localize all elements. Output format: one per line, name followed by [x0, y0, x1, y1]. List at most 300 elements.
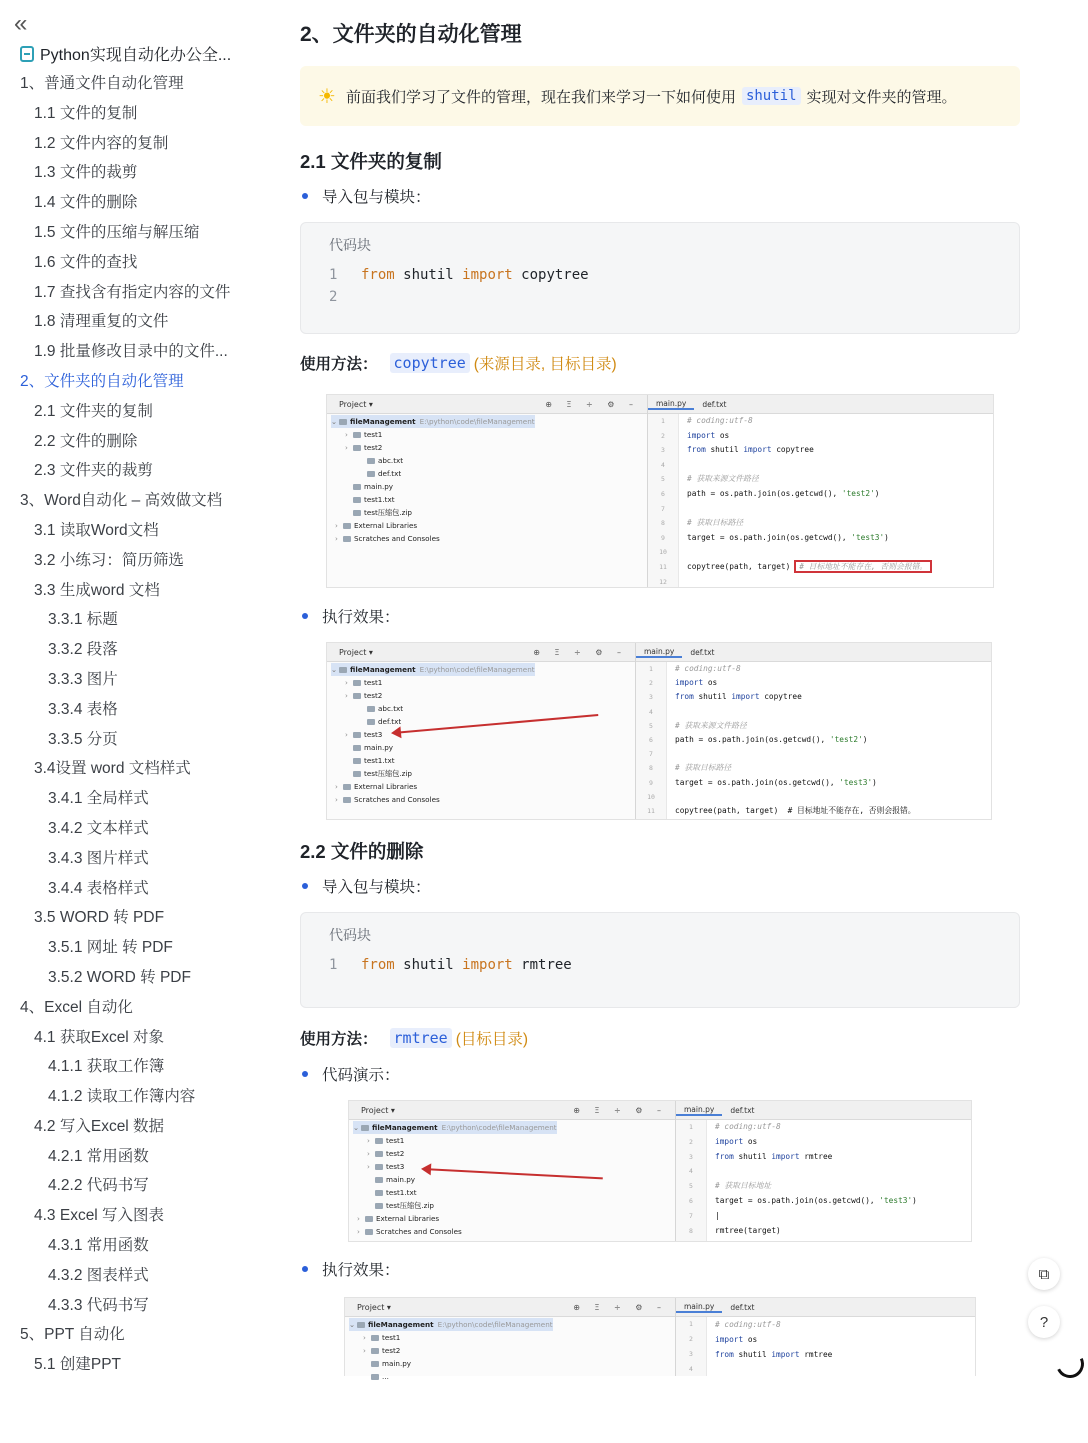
- toc-item[interactable]: 3.3.5 分页: [48, 730, 118, 748]
- help-icon[interactable]: [1028, 1306, 1060, 1338]
- ide-tree-item: [331, 793, 535, 806]
- toc-item[interactable]: 3.4设置 word 文档样式: [34, 760, 191, 778]
- ide-tree-item: [349, 1344, 553, 1357]
- bullet-import-2-1: [302, 185, 431, 207]
- ide-tree-item: [331, 702, 535, 715]
- line-number: 7: [649, 750, 653, 759]
- ide-project-label: Project ▾: [339, 647, 373, 657]
- toc-item[interactable]: 1.7 查找含有指定内容的文件: [34, 283, 231, 301]
- ide-code-line: import os: [675, 678, 718, 688]
- toc-item[interactable]: 1.2 文件内容的复制: [34, 134, 169, 152]
- section-heading-2-2: 2.2 文件的删除: [300, 841, 424, 862]
- folder-icon: [353, 680, 361, 686]
- ide-tree-item: [353, 1134, 557, 1147]
- ide-tree-label: test2: [364, 691, 383, 700]
- ide-code-line: [675, 790, 991, 804]
- ide-tree-item: [331, 454, 535, 467]
- toc-item[interactable]: 2.2 文件的删除: [34, 432, 138, 450]
- file-icon: [353, 745, 361, 751]
- page-title: 2、文件夹的自动化管理: [300, 23, 522, 46]
- file-icon: [353, 484, 361, 490]
- file-icon: [367, 458, 375, 464]
- tab-def-txt: def.txt: [730, 1302, 755, 1312]
- ide-code-line: # coding:utf-8: [675, 664, 741, 673]
- ide-tree-root: [331, 663, 535, 676]
- line-number: 6: [661, 489, 665, 498]
- line-number: 3: [661, 446, 665, 455]
- line-number: 1: [649, 665, 653, 673]
- chevron-right-icon: ›: [357, 1214, 360, 1223]
- ide-tree-label: test3: [386, 1162, 405, 1171]
- ide-project-pane: [327, 643, 636, 819]
- chevron-right-icon: ›: [345, 678, 348, 687]
- toc-item[interactable]: 4、Excel 自动化: [20, 998, 133, 1016]
- toc-item[interactable]: 3.5.1 网址 转 PDF: [48, 939, 173, 957]
- line-number: 3: [689, 1350, 693, 1358]
- tab-def-txt: def.txt: [690, 647, 715, 657]
- toc-item[interactable]: 1.3 文件的裁剪: [34, 164, 138, 182]
- toc-item[interactable]: 3.3.3 图片: [48, 670, 118, 688]
- ide-line-gutter: [676, 1120, 707, 1241]
- ide-tree-item: [331, 676, 535, 689]
- file-icon: [353, 497, 361, 503]
- code-block[interactable]: [300, 912, 1020, 1008]
- chevron-right-icon: ›: [335, 782, 338, 791]
- ide-tree-label: External Libraries: [354, 521, 418, 530]
- ide-root-name: fileManagement: [350, 665, 416, 674]
- ide-line-gutter: [636, 662, 667, 819]
- ide-tree-label: test压缩包.zip: [364, 508, 412, 517]
- ide-tree-label: test压缩包.zip: [364, 769, 412, 778]
- ide-tree-item: [353, 1225, 557, 1238]
- folder-icon: [353, 432, 361, 438]
- chevron-down-icon: ⌄: [331, 417, 338, 426]
- ide-project-label: Project ▾: [361, 1105, 395, 1115]
- line-number: 10: [647, 792, 655, 801]
- line-number: 4: [661, 460, 665, 469]
- toc-item[interactable]: 4.1 获取Excel 对象: [34, 1028, 165, 1046]
- code-line: 2: [329, 289, 338, 305]
- bullet-dot: [302, 1071, 308, 1077]
- line-number: 5: [661, 475, 665, 484]
- toc-item[interactable]: 3.3.4 表格: [48, 700, 118, 718]
- section-heading-2-1: 2.1 文件夹的复制: [300, 151, 442, 172]
- ide-code-line: from shutil import rmtree: [715, 1151, 833, 1161]
- ide-tree-item: [331, 532, 535, 545]
- ide-tree-item: [349, 1370, 553, 1383]
- chevron-right-icon: ›: [345, 443, 348, 452]
- line-number: 10: [659, 548, 667, 557]
- ide-toolbar-icons: ⊕ Ξ ÷ ⚙ –: [573, 1302, 667, 1312]
- toc-item[interactable]: 3、Word自动化 – 高效做文档: [20, 492, 223, 510]
- line-number: 8: [661, 519, 665, 528]
- bullet-dot: [302, 193, 308, 199]
- ide-file-tree: [349, 1318, 553, 1383]
- ide-code-line: [715, 1164, 971, 1179]
- ide-code-line: # 获取目标地址: [715, 1181, 772, 1191]
- ide-code-line: # coding:utf-8: [687, 416, 753, 425]
- ide-tree-label: test1.txt: [364, 495, 395, 504]
- document-icon: [20, 46, 34, 62]
- folder-icon: [375, 1138, 383, 1144]
- toc-item[interactable]: 1.6 文件的查找: [34, 253, 138, 271]
- ide-project-label: Project ▾: [339, 399, 373, 409]
- toc-item[interactable]: 4.2.2 代码书写: [48, 1177, 149, 1195]
- ide-code-line: import os: [715, 1335, 758, 1344]
- ide-editor-tabs: [676, 1101, 971, 1120]
- bullet-demo-2-2: [302, 1063, 400, 1085]
- bullet-dot: [302, 1266, 308, 1272]
- ide-tree-item: [331, 689, 535, 702]
- chevron-down-icon: ⌄: [353, 1123, 360, 1132]
- toc-item[interactable]: 4.3 Excel 写入图表: [34, 1207, 165, 1225]
- usage-args: (目标目录): [455, 1031, 529, 1048]
- ide-code-line: copytree(path, target) # 目标地址不能存在, 否则会报错。: [687, 560, 993, 575]
- toc-item[interactable]: 3.2 小练习：简历筛选: [34, 551, 184, 569]
- ide-project-pane: [345, 1298, 676, 1381]
- folder-icon: [357, 1322, 365, 1328]
- line-number: 5: [689, 1182, 693, 1191]
- ide-code-line: path = os.path.join(os.getcwd(), 'test2'): [675, 734, 868, 744]
- ide-tree-label: test1.txt: [364, 756, 395, 765]
- toc-item[interactable]: 1.9 批量修改目录中的文件...: [34, 343, 228, 361]
- ide-toolbar-icons: ⊕ Ξ ÷ ⚙ –: [533, 647, 627, 657]
- ide-code-editor: [715, 1120, 971, 1238]
- folder-icon: [375, 1151, 383, 1157]
- toc-item[interactable]: 2、文件夹的自动化管理: [20, 372, 184, 390]
- ide-tree-item: [331, 780, 535, 793]
- line-number: 4: [649, 707, 653, 716]
- line-number: 9: [649, 778, 653, 787]
- folder-icon: [365, 1229, 373, 1235]
- lightbulb-icon: ☀: [318, 85, 336, 108]
- usage-line-rmtree: [300, 1027, 528, 1049]
- ide-code-line: [687, 502, 993, 517]
- bullet-text: 导入包与模块：: [322, 879, 431, 896]
- ide-root-path: E:\python\code\fileManagement: [419, 417, 535, 426]
- document-title[interactable]: [20, 42, 231, 65]
- ide-code-line: # coding:utf-8: [715, 1320, 781, 1329]
- ide-tree-item: [331, 441, 535, 454]
- ide-code-line: import os: [715, 1136, 758, 1146]
- file-icon: [353, 771, 361, 777]
- ide-tree-item: [331, 741, 535, 754]
- ide-project-label: Project ▾: [357, 1302, 391, 1312]
- ide-code-editor: [675, 662, 991, 818]
- ide-file-tree: [331, 663, 535, 806]
- ide-screenshot-rmtree-result: [344, 1297, 976, 1381]
- toc-item[interactable]: 1.1 文件的复制: [34, 104, 138, 122]
- folder-icon: [343, 536, 351, 542]
- ide-tree-item: [353, 1199, 557, 1212]
- toc-item[interactable]: 2.1 文件夹的复制: [34, 402, 153, 420]
- ide-code-line: import os: [687, 430, 730, 440]
- chevron-right-icon: ›: [357, 1227, 360, 1236]
- ide-editor-tabs: [636, 643, 991, 662]
- code-block-label: 代码块: [329, 237, 371, 253]
- toc-item[interactable]: 2.3 文件夹的裁剪: [34, 462, 153, 480]
- ide-code-line: from shutil import rmtree: [715, 1350, 833, 1359]
- toc-item[interactable]: 3.4.4 表格样式: [48, 879, 149, 897]
- ide-tree-label: test2: [386, 1149, 405, 1158]
- ide-project-toolbar: [327, 395, 647, 414]
- ide-code-line: # 获取目标路径: [675, 763, 732, 773]
- line-number: 2: [649, 679, 653, 688]
- usage-code: copytree: [390, 353, 470, 373]
- toc-item[interactable]: 1.8 清理重复的文件: [34, 313, 169, 331]
- folder-icon: [353, 693, 361, 699]
- ide-code-editor: [687, 414, 993, 589]
- chevron-right-icon: ›: [367, 1136, 370, 1145]
- file-icon: [375, 1177, 383, 1183]
- line-number: 2: [661, 431, 665, 440]
- ide-tree-item: [331, 467, 535, 480]
- ide-code-line: rmtree(target): [715, 1225, 781, 1235]
- sidebar: [0, 0, 280, 1443]
- ide-code-line: |: [715, 1210, 720, 1220]
- usage-code: rmtree: [390, 1028, 452, 1048]
- ide-code-line: [715, 1362, 975, 1377]
- folder-icon: [361, 1125, 369, 1131]
- toc-item[interactable]: 3.4.1 全局样式: [48, 790, 149, 808]
- toc-item[interactable]: 3.3 生成word 文档: [34, 581, 160, 599]
- ide-tree-item: [331, 754, 535, 767]
- ide-toolbar-icons: ⊕ Ξ ÷ ⚙ –: [545, 399, 639, 409]
- ide-line-gutter: [676, 1317, 707, 1376]
- line-number: 2: [689, 1137, 693, 1146]
- toc-item[interactable]: 5、PPT 自动化: [20, 1326, 125, 1344]
- ide-toolbar-icons: ⊕ Ξ ÷ ⚙ –: [573, 1105, 667, 1115]
- line-number: 9: [661, 533, 665, 542]
- line-number: 4: [689, 1365, 693, 1373]
- toc-item[interactable]: 3.1 读取Word文档: [34, 521, 159, 539]
- tab-main-py: main.py: [648, 399, 694, 410]
- toc-item[interactable]: 3.4.3 图片样式: [48, 849, 149, 867]
- toc-item[interactable]: 4.3.1 常用函数: [48, 1237, 149, 1255]
- tab-main-py: main.py: [636, 647, 682, 658]
- line-number: 2: [689, 1335, 693, 1343]
- folder-icon: [343, 523, 351, 529]
- folder-icon: [343, 784, 351, 790]
- ide-tree-item: [353, 1186, 557, 1199]
- ide-project-toolbar: [349, 1101, 675, 1120]
- line-number: 5: [649, 721, 653, 730]
- ide-tree-root: [331, 415, 535, 428]
- ide-tree-label: test1: [386, 1136, 405, 1145]
- ide-code-line: target = os.path.join(os.getcwd(), 'test3'): [687, 532, 889, 542]
- ide-root-name: fileManagement: [368, 1320, 434, 1329]
- toc-item[interactable]: 3.3.2 段落: [48, 641, 118, 659]
- loading-spinner-icon: [1052, 1346, 1088, 1382]
- line-number: 6: [649, 735, 653, 744]
- line-number: 3: [689, 1152, 693, 1161]
- chevron-right-icon: ›: [367, 1162, 370, 1171]
- folder-icon: [375, 1164, 383, 1170]
- folder-icon: [339, 419, 347, 425]
- bullet-text: 导入包与模块：: [322, 189, 431, 206]
- ide-tree-label: External Libraries: [376, 1214, 440, 1223]
- ide-project-toolbar: [345, 1298, 675, 1317]
- line-number: 7: [689, 1211, 693, 1220]
- line-number: 8: [649, 764, 653, 773]
- ide-project-pane: [349, 1101, 676, 1241]
- bullet-result-2-1: [302, 605, 400, 627]
- chevron-right-icon: ›: [345, 430, 348, 439]
- ide-tree-item: [331, 493, 535, 506]
- chevron-right-icon: ›: [363, 1333, 366, 1342]
- line-number: 1: [689, 1123, 693, 1131]
- ide-tree-item: [331, 480, 535, 493]
- bullet-text: 执行效果：: [322, 1262, 400, 1279]
- ide-tree-label: test2: [382, 1346, 401, 1355]
- ide-tree-label: ...: [382, 1372, 389, 1381]
- folder-icon: [371, 1348, 379, 1354]
- toc-item[interactable]: 4.2 写入Excel 数据: [34, 1117, 165, 1135]
- ide-screenshot-copytree-result: [326, 642, 992, 820]
- ide-tree-item: [331, 506, 535, 519]
- ide-tree-label: Scratches and Consoles: [354, 534, 440, 543]
- ide-tree-label: def.txt: [378, 717, 402, 726]
- line-number: 11: [659, 562, 667, 571]
- code-block-label: 代码块: [329, 927, 371, 943]
- document-title-label: Python实现自动化办公全...: [40, 47, 232, 64]
- line-number: 3: [649, 693, 653, 702]
- usage-args: (来源目录, 目标目录): [473, 356, 617, 373]
- toc-item[interactable]: 3.3.1 标题: [48, 611, 118, 629]
- ide-tree-label: def.txt: [378, 469, 402, 478]
- file-icon: [375, 1203, 383, 1209]
- ide-code-line: [687, 575, 993, 590]
- file-icon: [353, 758, 361, 764]
- toc-item[interactable]: 4.1.1 获取工作簿: [48, 1058, 165, 1076]
- bullet-dot: [302, 613, 308, 619]
- usage-line-copytree: [300, 352, 617, 374]
- folder-icon: [365, 1216, 373, 1222]
- ide-tree-root: [353, 1121, 557, 1134]
- ide-tree-label: test压缩包.zip: [386, 1201, 434, 1210]
- code-block[interactable]: [300, 222, 1020, 334]
- share-doc-glyph: ⧉: [1038, 1265, 1050, 1283]
- toc-item[interactable]: 1.4 文件的删除: [34, 194, 138, 212]
- usage-label: 使用方法：: [300, 356, 378, 373]
- toc-item[interactable]: 5.1 创建PPT: [34, 1356, 121, 1374]
- ide-root-path: E:\python\code\fileManagement: [437, 1320, 553, 1329]
- ide-code-line: copytree(path, target) # 目标地址不能存在, 否则会报错。: [675, 805, 916, 815]
- ide-code-editor: [715, 1317, 975, 1377]
- toc-item[interactable]: 3.5 WORD 转 PDF: [34, 909, 165, 927]
- line-number: 4: [689, 1167, 693, 1176]
- ide-tree-label: test1: [364, 678, 383, 687]
- share-doc-icon[interactable]: [1028, 1258, 1060, 1290]
- tab-def-txt: def.txt: [730, 1105, 755, 1115]
- ide-code-line: [675, 705, 991, 719]
- ide-tree-label: test2: [364, 443, 383, 452]
- ide-tree-label: main.py: [364, 743, 394, 752]
- chevron-right-icon: ›: [335, 795, 338, 804]
- chevron-right-icon: ›: [335, 521, 338, 530]
- chevron-down-icon: ⌄: [349, 1320, 356, 1329]
- line-number: 8: [689, 1226, 693, 1235]
- file-icon: [371, 1361, 379, 1367]
- ide-tree-label: test3: [364, 730, 383, 739]
- ide-tree-label: abc.txt: [378, 456, 404, 465]
- tab-main-py: main.py: [676, 1302, 722, 1313]
- ide-tree-item: [353, 1147, 557, 1160]
- ide-tree-item: [353, 1212, 557, 1225]
- file-icon: [371, 1374, 379, 1380]
- callout-text-before: 前面我们学习了文件的管理，现在我们来学习一下如何使用: [345, 88, 736, 106]
- ide-editor-tabs: [648, 395, 993, 414]
- toc-item[interactable]: 4.1.2 读取工作簿内容: [48, 1088, 196, 1106]
- folder-icon: [353, 732, 361, 738]
- ide-code-line: [687, 545, 993, 560]
- ide-root-path: E:\python\code\fileManagement: [419, 665, 535, 674]
- toc-item[interactable]: 1、普通文件自动化管理: [20, 75, 184, 92]
- ide-code-line: # 获取目标路径: [687, 518, 744, 528]
- file-icon: [367, 719, 375, 725]
- file-icon: [375, 1190, 383, 1196]
- toc-item[interactable]: 3.4.2 文本样式: [48, 819, 149, 837]
- ide-tree-item: [331, 519, 535, 532]
- ide-project-toolbar: [327, 643, 635, 662]
- ide-root-name: fileManagement: [372, 1123, 438, 1132]
- toc-item[interactable]: 3.5.2 WORD 转 PDF: [48, 968, 191, 986]
- ide-code-line: target = os.path.join(os.getcwd(), 'test3'): [715, 1195, 917, 1205]
- line-number: 1: [661, 417, 665, 425]
- callout-box: [300, 66, 1020, 126]
- tab-def-txt: def.txt: [702, 399, 727, 409]
- table-of-contents: [0, 69, 280, 1380]
- ide-tree-label: External Libraries: [354, 782, 418, 791]
- file-icon: [367, 706, 375, 712]
- ide-tree-label: main.py: [382, 1359, 412, 1368]
- ide-code-line: # 获取来源文件路径: [687, 474, 759, 484]
- code-line: 1 from shutil import copytree: [329, 267, 589, 283]
- ide-code-line: # 获取来源文件路径: [675, 720, 747, 730]
- ide-editor-tabs: [676, 1298, 975, 1317]
- ide-code-line: [675, 747, 991, 761]
- chevron-right-icon: ›: [345, 730, 348, 739]
- ide-tree-label: main.py: [364, 482, 394, 491]
- ide-tree-root: [349, 1318, 553, 1331]
- bullet-import-2-2: [302, 875, 431, 897]
- chevron-right-icon: ›: [345, 691, 348, 700]
- bullet-result-2-2: [302, 1258, 400, 1280]
- line-number: 6: [689, 1196, 693, 1205]
- bullet-text: 代码演示：: [322, 1067, 400, 1084]
- toc-item[interactable]: 4.3.2 图表样式: [48, 1266, 149, 1284]
- line-number: 12: [659, 577, 667, 586]
- code-line: 1 from shutil import rmtree: [329, 957, 572, 973]
- ide-screenshot-rmtree-code: [348, 1100, 972, 1242]
- usage-label: 使用方法：: [300, 1031, 378, 1048]
- folder-icon: [371, 1335, 379, 1341]
- ide-code-line: from shutil import copytree: [687, 445, 814, 455]
- toc-item[interactable]: 4.3.3 代码书写: [48, 1296, 149, 1314]
- collapse-sidebar-icon[interactable]: «: [14, 10, 28, 37]
- help-glyph: ?: [1039, 1313, 1049, 1331]
- callout-text-after: 实现对文件夹的管理。: [806, 88, 957, 106]
- ide-tree-label: main.py: [386, 1175, 416, 1184]
- ide-screenshot-copytree-code: [326, 394, 994, 588]
- ide-tree-item: [331, 767, 535, 780]
- callout-inline-code: shutil: [742, 87, 801, 105]
- toc-item[interactable]: 1.5 文件的压缩与解压缩: [34, 223, 200, 241]
- folder-icon: [339, 667, 347, 673]
- ide-code-line: target = os.path.join(os.getcwd(), 'test3'): [675, 777, 877, 787]
- toc-item[interactable]: 4.2.1 常用函数: [48, 1147, 149, 1165]
- ide-tree-item: [349, 1357, 553, 1370]
